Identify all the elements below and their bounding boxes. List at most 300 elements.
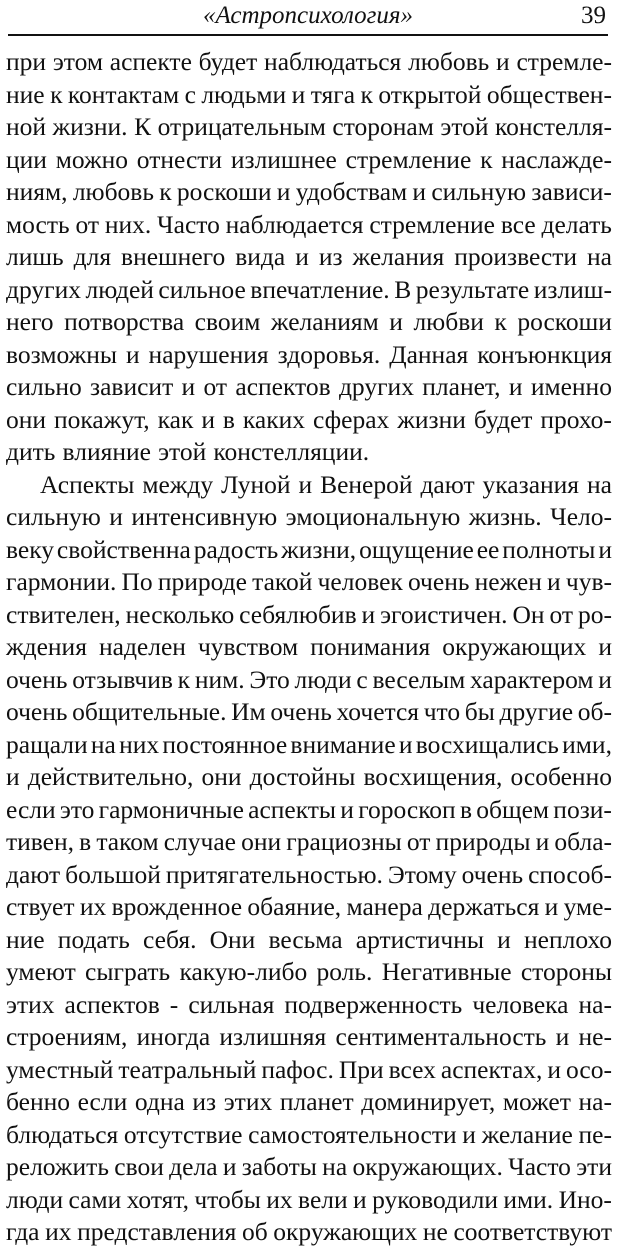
- word: обществен-: [486, 79, 612, 109]
- word: весьма: [268, 924, 343, 954]
- word: влияние: [62, 437, 151, 466]
- word: врожденное: [111, 892, 243, 921]
- word: этих: [223, 1087, 273, 1116]
- word: вели: [298, 1184, 348, 1214]
- text-line: [6, 859, 612, 892]
- word: аспекте: [109, 47, 192, 76]
- word: характером: [470, 664, 594, 694]
- text-line: [6, 144, 612, 177]
- word: из: [318, 242, 343, 271]
- word: и: [201, 404, 215, 434]
- word: стремление: [369, 209, 495, 239]
- text-line: [6, 761, 612, 794]
- word: к: [360, 79, 373, 109]
- word: тивен,: [6, 827, 75, 856]
- word: в: [222, 404, 235, 434]
- word: жизнь.: [468, 502, 542, 531]
- word: они: [201, 762, 242, 791]
- word: роскоши: [517, 307, 612, 336]
- word: указания: [482, 469, 580, 499]
- word: покажут,: [54, 404, 150, 434]
- text-line: [6, 1119, 612, 1152]
- word: от: [406, 827, 431, 856]
- word: к: [159, 177, 172, 206]
- word: представления: [77, 1217, 237, 1246]
- word: ими.: [503, 1184, 554, 1214]
- text-line: [6, 274, 612, 307]
- word: такой: [252, 567, 313, 596]
- word: всех: [388, 1054, 436, 1084]
- text-line: [6, 501, 612, 534]
- word: других: [6, 274, 81, 304]
- word: будет: [473, 404, 533, 434]
- word: отнести: [136, 144, 223, 174]
- word: и: [544, 892, 559, 921]
- word: грациозны: [286, 827, 402, 856]
- word: излишнее: [230, 144, 337, 174]
- text-line: [6, 1216, 612, 1249]
- word: Это: [249, 664, 290, 694]
- word: на: [586, 469, 612, 499]
- word: сами: [68, 1184, 122, 1214]
- word: очень: [6, 664, 68, 694]
- word: и: [508, 372, 523, 401]
- word: ние: [6, 79, 45, 109]
- word: и: [398, 729, 413, 759]
- word: между: [142, 469, 214, 499]
- word: делать: [541, 209, 612, 239]
- word: к: [494, 307, 507, 336]
- word: осо-: [566, 1054, 612, 1084]
- word: удобствам: [295, 177, 408, 206]
- word: себя.: [143, 924, 197, 954]
- word: ним.: [194, 664, 245, 694]
- word: чтобы: [194, 1184, 261, 1214]
- word: неплохо: [524, 924, 612, 954]
- word: как: [157, 404, 194, 434]
- word: и: [496, 47, 510, 76]
- word: и: [462, 1119, 476, 1149]
- word: Он: [512, 599, 545, 629]
- word: ной: [6, 112, 47, 141]
- word: пафос.: [261, 1054, 334, 1084]
- word: ощущение: [359, 534, 474, 564]
- word: держаться: [428, 892, 540, 921]
- word: об: [241, 1217, 268, 1246]
- word: и: [276, 177, 291, 206]
- word: каких: [242, 404, 306, 434]
- word: гармонии.: [6, 567, 117, 596]
- word: них: [119, 729, 160, 759]
- word: иногда: [136, 1022, 211, 1051]
- word: и: [389, 307, 403, 336]
- word: на: [90, 729, 116, 759]
- word: ние: [6, 924, 45, 954]
- text-line: [6, 696, 612, 729]
- word: умеют: [6, 957, 76, 986]
- word: открытой: [378, 79, 482, 109]
- word: при: [6, 47, 47, 76]
- word: обаяние,: [247, 892, 342, 921]
- word: другие: [499, 697, 574, 726]
- word: на-: [578, 1087, 612, 1116]
- word: и: [598, 664, 612, 694]
- text-line: [6, 891, 612, 924]
- word: и: [181, 372, 196, 401]
- word: случае: [163, 827, 236, 856]
- word: и: [412, 177, 427, 206]
- word: сильную: [6, 502, 101, 531]
- word: и: [598, 534, 612, 564]
- word: от: [549, 599, 574, 629]
- text-line: [6, 989, 612, 1022]
- word: не: [422, 1217, 448, 1246]
- word: уме-: [563, 892, 612, 921]
- word: с: [184, 79, 196, 109]
- word: наделен: [98, 632, 186, 661]
- word: хотят,: [126, 1184, 189, 1214]
- word: руководили: [372, 1184, 498, 1214]
- word: Венерой: [320, 469, 413, 499]
- word: других: [338, 372, 414, 401]
- word: и: [497, 924, 511, 954]
- word: чув-: [565, 567, 612, 596]
- word: восхищения,: [363, 762, 503, 791]
- text-line: [6, 241, 612, 274]
- word: Луной: [221, 469, 291, 499]
- word: Они: [209, 924, 256, 954]
- word: что: [423, 697, 461, 726]
- word: окружающих: [442, 632, 587, 661]
- word: сильная: [188, 989, 275, 1019]
- running-header: [8, 0, 608, 36]
- word: аспектов: [64, 989, 160, 1019]
- word: действительно,: [27, 762, 194, 791]
- word: бенно: [6, 1087, 70, 1116]
- word: отзывчив: [72, 664, 173, 694]
- word: доминирует,: [361, 1087, 496, 1116]
- text-line: [6, 79, 612, 112]
- word: к: [50, 79, 63, 109]
- word: гда: [6, 1217, 40, 1246]
- word: человека: [472, 989, 569, 1019]
- word: людей: [85, 274, 154, 304]
- word: -: [169, 989, 179, 1019]
- word: жизни.: [52, 112, 128, 141]
- word: строениям,: [6, 1022, 128, 1051]
- word: и: [295, 242, 309, 271]
- word: внимание: [290, 729, 396, 759]
- word: обла-: [554, 827, 612, 856]
- word: очень: [270, 697, 332, 726]
- word: здоровья.: [277, 339, 381, 369]
- word: Чело-: [550, 502, 612, 531]
- word: реложить: [6, 1152, 109, 1181]
- word: и: [125, 339, 140, 369]
- word: Часто: [157, 209, 220, 239]
- word: аспектов: [235, 372, 331, 401]
- word: чувством: [197, 632, 299, 661]
- word: этой: [440, 112, 489, 141]
- word: жизни,: [281, 534, 357, 564]
- word: свои: [114, 1152, 164, 1181]
- word: роль.: [316, 957, 373, 986]
- word: таком: [96, 827, 159, 856]
- word: соответствуют: [453, 1217, 612, 1246]
- word: их: [266, 1184, 293, 1214]
- word: аспекты: [248, 794, 337, 824]
- word: и: [298, 469, 313, 499]
- word: общительные.: [72, 697, 227, 726]
- running-title: «Астропсихология»: [202, 2, 414, 29]
- text-line: [6, 956, 612, 989]
- text-line: [6, 729, 612, 762]
- word: сильное: [158, 274, 246, 304]
- text-line: [6, 339, 612, 372]
- word: веселым: [372, 664, 466, 694]
- word: зависи-: [531, 177, 612, 206]
- word: желание: [481, 1119, 573, 1149]
- word: ствителен,: [6, 599, 121, 629]
- word: Данная: [389, 339, 469, 369]
- text-line: [6, 631, 612, 664]
- word: на-: [578, 989, 612, 1019]
- word: и: [6, 762, 20, 791]
- word: достойны: [249, 762, 356, 791]
- word: стороны: [520, 957, 612, 986]
- text-line: [6, 534, 612, 567]
- word: и: [535, 827, 550, 856]
- word: мость: [6, 209, 70, 239]
- word: сильно: [6, 372, 82, 401]
- word: Часто: [508, 1152, 571, 1181]
- page-number: 39: [581, 2, 606, 29]
- word: радость: [193, 534, 279, 564]
- word: об-: [577, 697, 612, 726]
- word: на: [587, 242, 612, 271]
- word: манера: [346, 892, 423, 921]
- word: роскоши: [176, 177, 272, 206]
- word: излиш-: [533, 274, 612, 304]
- word: бы: [464, 697, 495, 726]
- word: в: [459, 794, 472, 824]
- word: окружающих.: [352, 1152, 503, 1181]
- word: и: [547, 567, 561, 596]
- word: очень: [407, 567, 470, 596]
- word: дить: [6, 437, 56, 466]
- word: театральный: [118, 1054, 257, 1084]
- word: эти: [576, 1152, 612, 1181]
- word: стремление: [345, 144, 472, 174]
- word: внешнего: [121, 242, 226, 271]
- word: очень: [461, 859, 524, 889]
- word: они: [6, 404, 47, 434]
- word: нарушения: [148, 339, 269, 369]
- word: и: [109, 502, 123, 531]
- word: постоянное: [162, 729, 288, 759]
- word: этой: [158, 437, 207, 466]
- word: К: [134, 112, 152, 141]
- word: ниям,: [6, 177, 68, 206]
- word: если: [6, 794, 56, 824]
- word: констелляции.: [213, 437, 370, 466]
- word: сентиментальность: [335, 1022, 547, 1051]
- word: именно: [530, 372, 612, 401]
- word: впечатление.: [250, 274, 390, 304]
- word: тяга: [310, 79, 356, 109]
- word: самостоятельности: [248, 1119, 457, 1149]
- word: наблюдаться: [264, 47, 402, 76]
- paragraph: [6, 46, 612, 469]
- text-line: [6, 209, 612, 242]
- word: желаниям: [270, 307, 379, 336]
- word: результате: [415, 274, 530, 304]
- word: и: [361, 599, 376, 629]
- text-line: [6, 794, 612, 827]
- text-line: [6, 599, 612, 632]
- word: дела: [169, 1152, 218, 1181]
- word: По: [121, 567, 153, 596]
- text-line: [6, 111, 612, 144]
- word: их: [45, 1217, 72, 1246]
- text-line: [6, 1151, 612, 1184]
- word: уместный: [6, 1054, 114, 1084]
- text-line: [6, 566, 612, 599]
- word: особенно: [510, 762, 612, 791]
- word: от: [203, 372, 228, 401]
- word: отрицательным: [157, 112, 326, 141]
- word: артистичны: [355, 924, 484, 954]
- word: человек: [317, 567, 403, 596]
- word: планет: [279, 1087, 354, 1116]
- word: природе: [157, 567, 247, 596]
- word: если: [77, 1087, 128, 1116]
- word: люди: [6, 1184, 64, 1214]
- word: и: [340, 794, 354, 824]
- word: способ-: [528, 859, 612, 889]
- word: ращали: [6, 729, 88, 759]
- word: и: [555, 1022, 570, 1051]
- word: дают: [420, 469, 475, 499]
- word: очень: [6, 697, 68, 726]
- word: сферах: [312, 404, 390, 434]
- paragraph: [6, 469, 612, 1249]
- word: наслажде-: [501, 144, 612, 174]
- word: какую-либо: [179, 957, 308, 986]
- word: Аспекты: [40, 469, 135, 499]
- word: Негативные: [381, 957, 512, 986]
- word: эгоистичен.: [380, 599, 508, 629]
- text-line: [6, 371, 612, 404]
- word: с: [356, 664, 368, 694]
- word: зависит: [90, 372, 174, 401]
- word: лишь: [6, 242, 64, 271]
- word: и: [291, 79, 306, 109]
- word: понимания: [310, 632, 431, 661]
- word: произвести: [454, 242, 578, 271]
- word: люди: [294, 664, 352, 694]
- word: и: [547, 1054, 562, 1084]
- word: наблюдается: [225, 209, 364, 239]
- word: восхищались: [415, 729, 559, 759]
- word: ции: [6, 144, 47, 174]
- word: При: [338, 1054, 384, 1084]
- word: эмоциональную: [285, 502, 461, 531]
- word: них.: [104, 209, 152, 239]
- word: несколько: [125, 599, 235, 629]
- text-line: [6, 1184, 612, 1217]
- word: и: [598, 632, 612, 661]
- word: большой: [65, 859, 161, 889]
- word: констелля-: [495, 112, 612, 141]
- word: будет: [198, 47, 258, 76]
- word: и: [222, 1152, 237, 1181]
- word: пози-: [553, 794, 612, 824]
- word: излишняя: [219, 1022, 327, 1051]
- word: гороскоп: [358, 794, 456, 824]
- word: нежен: [474, 567, 542, 596]
- word: можно: [55, 144, 129, 174]
- word: прохо-: [540, 404, 612, 434]
- text-line: [6, 404, 612, 437]
- word: Им: [231, 697, 266, 726]
- word: притягательностью.: [165, 859, 383, 889]
- word: жизни: [397, 404, 466, 434]
- word: веку: [6, 534, 54, 564]
- word: природы: [435, 827, 531, 856]
- text-line: [6, 306, 612, 339]
- word: их: [79, 892, 107, 921]
- text-line: [6, 469, 612, 502]
- word: они: [241, 827, 282, 856]
- word: аспектах,: [440, 1054, 543, 1084]
- word: к: [177, 664, 191, 694]
- word: контактам: [67, 79, 180, 109]
- word: не-: [578, 1022, 612, 1051]
- word: Этому: [387, 859, 457, 889]
- word: все: [500, 209, 536, 239]
- word: общем: [476, 794, 550, 824]
- word: конъюнкция: [477, 339, 612, 369]
- word: отсутствие: [123, 1119, 243, 1149]
- word: планет,: [422, 372, 501, 401]
- word: для: [73, 242, 112, 271]
- word: сильную: [431, 177, 527, 206]
- word: свойственна: [56, 534, 191, 564]
- word: своим: [194, 307, 261, 336]
- text-line: [6, 664, 612, 697]
- word: сыграть: [85, 957, 171, 986]
- word: вида: [235, 242, 286, 271]
- word: подверженность: [284, 989, 463, 1019]
- word: любовь: [408, 47, 490, 76]
- word: в: [79, 827, 92, 856]
- word: стремле-: [516, 47, 612, 76]
- word: гармоничные: [98, 794, 244, 824]
- text-line: [6, 176, 612, 209]
- text-line: [6, 1021, 612, 1054]
- word: ствует: [6, 892, 75, 921]
- text-line: [6, 46, 612, 79]
- word: этих: [6, 989, 55, 1019]
- word: это: [59, 794, 95, 824]
- text-line: [6, 1086, 612, 1119]
- word: из: [192, 1087, 217, 1116]
- word: любовь: [72, 177, 154, 206]
- word: дают: [6, 859, 61, 889]
- word: ждения: [6, 632, 87, 661]
- word: возможны: [6, 339, 117, 369]
